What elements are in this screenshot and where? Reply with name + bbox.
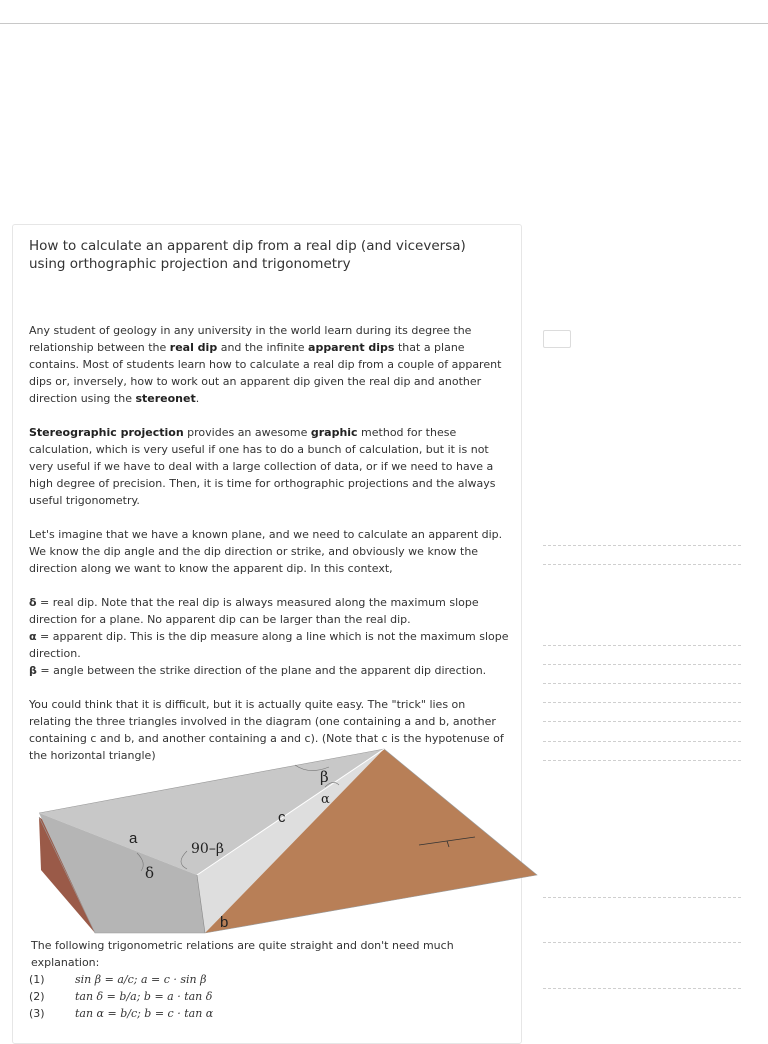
sidebar-divider: [543, 545, 741, 546]
article-title: How to calculate an apparent dip from a real dip (and viceversa) using orthographic projection and trigonometry: [29, 238, 466, 272]
sidebar-divider: [543, 702, 741, 703]
article-body: [29, 322, 509, 781]
sidebar-divider: [543, 564, 741, 565]
text: Any student of geology in any university in the world learn during its degree the relationship between the: [29, 324, 472, 354]
sidebar-divider: [543, 683, 741, 684]
equation-text: tan α = b/c; b = c · tan α: [75, 1007, 214, 1020]
equation-row: [29, 971, 329, 988]
equation-text: tan δ = b/a; b = a · tan δ: [75, 990, 213, 1003]
relations-intro: The following trigonometric relations are quite straight and don't need much explanation:: [31, 939, 454, 969]
sidebar-placeholder-box[interactable]: [543, 330, 571, 348]
delta-symbol: δ: [29, 596, 37, 609]
term-real-dip: real dip: [169, 341, 218, 354]
label-alpha: α: [321, 792, 330, 807]
sidebar-divider: [543, 942, 741, 943]
label-delta: δ: [145, 864, 155, 882]
sidebar-divider: [543, 721, 741, 722]
term-graphic: graphic: [310, 426, 358, 439]
equation-number: (1): [29, 973, 45, 986]
definitions: [29, 594, 509, 679]
equation-text: sin β = a/c; a = c · sin β: [75, 973, 207, 986]
text: method for these calculation, which is very useful if one has to do a bunch of calculation, but it is not very useful if we have to deal with a large collection of data, or if we need to have a high degree of precision. Then, it is time for orthographic projections and the always useful trigonometry.: [29, 426, 496, 507]
term-stereonet: stereonet: [135, 392, 196, 405]
alpha-symbol: α: [29, 630, 37, 643]
equation-number: (3): [29, 1007, 45, 1020]
paragraph-intro: [29, 322, 509, 407]
term-apparent-dips: apparent dips: [308, 341, 395, 354]
sidebar-divider: [543, 741, 741, 742]
beta-definition: = angle between the strike direction of the plane and the apparent dip direction.: [36, 664, 487, 677]
apparent-dip-diagram: [37, 745, 547, 935]
equation-row: [29, 1005, 329, 1022]
top-divider: [0, 23, 768, 24]
beta-symbol: β: [29, 664, 37, 677]
term-stereographic-projection: Stereographic projection: [29, 426, 184, 439]
equation-number: (2): [29, 990, 45, 1003]
label-b: b: [220, 914, 229, 931]
paragraph-context: Let's imagine that we have a known plane, and we need to calculate an apparent dip. We know the dip angle and the dip direction or strike, and obviously we know the direction along we want to know the apparent dip. In this context,: [29, 528, 503, 575]
sidebar-divider: [543, 897, 741, 898]
text: .: [195, 392, 200, 405]
alpha-definition: = apparent dip. This is the dip measure along a line which is not the maximum slope direction.: [29, 630, 509, 660]
text: that a plane contains. Most of students learn how to calculate a real dip from a couple of apparent dips or, inversely, how to work out an apparent dip given the real dip and another direction using the: [29, 341, 502, 405]
label-ninety-minus-beta: 90–β: [191, 841, 224, 857]
sidebar-divider: [543, 645, 741, 646]
article-card: [12, 224, 522, 1044]
text: and the infinite: [217, 341, 309, 354]
sidebar-divider: [543, 760, 741, 761]
label-a: a: [129, 830, 138, 847]
label-c: c: [278, 809, 286, 826]
equation-row: [29, 988, 329, 1005]
text: provides an awesome: [183, 426, 311, 439]
paragraph-trick: You could think that it is difficult, but it is actually quite easy. The "trick" lies on relating the three triangles involved in the diagram (one containing a and b, another containing c and b, and another containing a and c). (Note that c is the hypotenuse of the horizontal triangle): [29, 698, 504, 762]
equation-list: [29, 971, 329, 1022]
label-beta: β: [320, 768, 329, 786]
sidebar-divider: [543, 988, 741, 989]
sidebar-divider: [543, 664, 741, 665]
delta-definition: = real dip. Note that the real dip is always measured along the maximum slope direction for a plane. No apparent dip can be larger than the real dip.: [29, 596, 479, 626]
paragraph-stereographic: [29, 424, 509, 509]
